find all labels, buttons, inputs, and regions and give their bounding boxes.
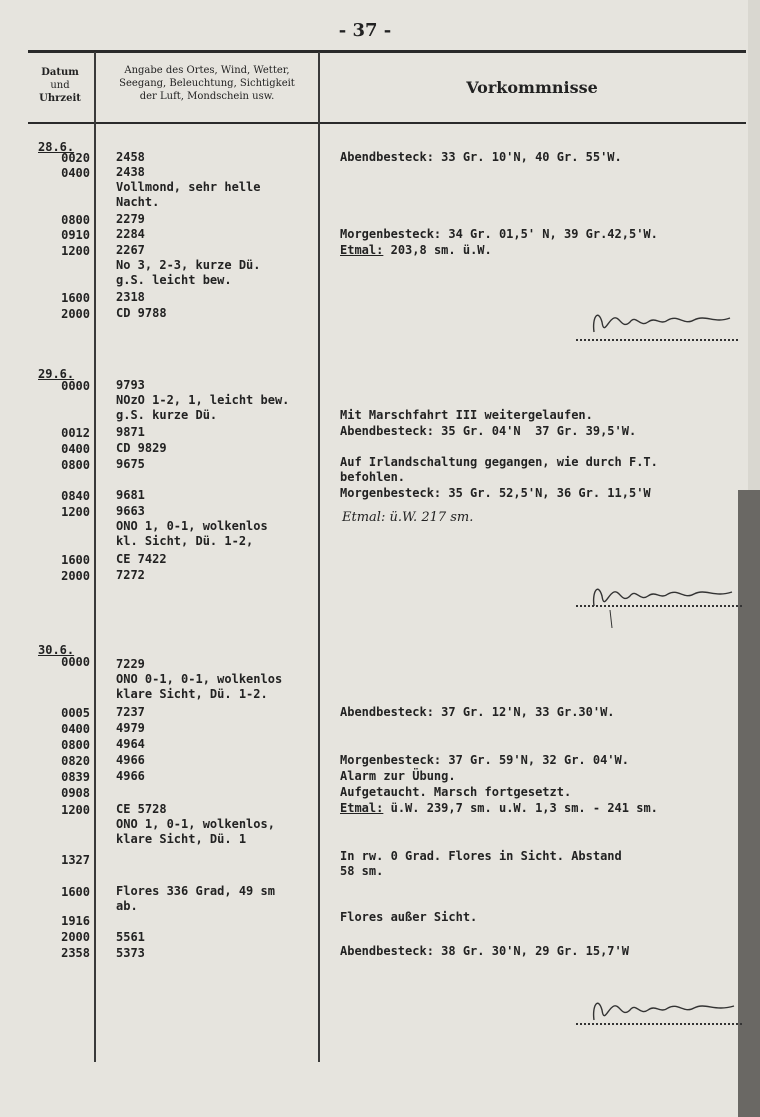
time-cell: 1200 (61, 505, 90, 519)
position-cell: 9675 (116, 457, 145, 471)
position-cell: 9871 (116, 425, 145, 439)
position-cell: CD 9788 (116, 306, 167, 320)
time-cell: 2000 (61, 930, 90, 944)
time-cell: 1600 (61, 885, 90, 899)
header-events: Vorkommnisse (466, 78, 598, 97)
time-cell: 1916 (61, 914, 90, 928)
time-cell: 0020 (61, 151, 90, 165)
event-cell: In rw. 0 Grad. Flores in Sicht. Abstand 58 sm. (340, 849, 622, 878)
header-time-label: Uhrzeit (39, 93, 81, 104)
time-cell: 2000 (61, 569, 90, 583)
page-number: - 37 - (338, 20, 392, 41)
event-cell: Alarm zur Übung. (340, 769, 456, 783)
position-cell: 7237 (116, 705, 145, 719)
position-cell: 9663 ONO 1, 0-1, wolkenlos kl. Sicht, Dü. 1-2, (116, 504, 268, 548)
etmal-label: Etmal: (340, 243, 384, 257)
time-cell: 0840 (61, 489, 90, 503)
position-cell: CE 5728 ONO 1, 0-1, wolkenlos, klare Sicht, Dü. 1 (116, 802, 275, 846)
position-cell: 4979 (116, 721, 145, 735)
time-cell: 0839 (61, 770, 90, 784)
etmal-value: ü.W. 239,7 sm. u.W. 1,3 sm. - 241 sm. (390, 801, 658, 815)
position-cell: 2438 Vollmond, sehr helle Nacht. (116, 165, 261, 209)
time-cell: 0000 (61, 379, 90, 393)
time-cell: 0800 (61, 738, 90, 752)
time-cell: 1600 (61, 291, 90, 305)
time-cell: 1200 (61, 244, 90, 258)
time-cell: 1327 (61, 853, 90, 867)
column-divider-2 (318, 52, 320, 1062)
position-cell: 2279 (116, 212, 145, 226)
etmal-label: Etmal: (340, 801, 384, 815)
header-rule (28, 122, 746, 124)
time-cell: 0400 (61, 722, 90, 736)
position-cell: 4966 (116, 769, 145, 783)
time-cell: 0400 (61, 166, 90, 180)
event-cell: Mit Marschfahrt III weitergelaufen. (340, 408, 593, 422)
event-cell: Morgenbesteck: 37 Gr. 59'N, 32 Gr. 04'W. (340, 753, 629, 767)
header-and-label: und (50, 80, 70, 91)
signature-2 (574, 570, 746, 632)
header-date-label: Datum (41, 67, 79, 78)
signature-1 (574, 300, 744, 350)
event-cell: Aufgetaucht. Marsch fortgesetzt. (340, 785, 572, 799)
event-cell: Abendbesteck: 35 Gr. 04'N 37 Gr. 39,5'W. (340, 424, 637, 438)
date-29-6: 29.6. (38, 367, 75, 381)
time-cell: 0820 (61, 754, 90, 768)
time-cell: 0005 (61, 706, 90, 720)
header-location-weather (96, 64, 318, 103)
event-cell: Flores außer Sicht. (340, 910, 478, 924)
time-cell: 0000 (61, 655, 90, 669)
time-cell: 2000 (61, 307, 90, 321)
position-cell: 9793 NOzO 1-2, 1, leicht bew. g.S. kurze Dü. (116, 378, 290, 422)
event-cell: Auf Irlandschaltung gegangen, wie durch F.T. befohlen. (340, 455, 658, 484)
position-cell: CD 9829 (116, 441, 167, 455)
event-cell: Abendbesteck: 38 Gr. 30'N, 29 Gr. 15,7'W (340, 944, 629, 958)
position-cell: 4964 (116, 737, 145, 751)
position-cell: CE 7422 (116, 552, 167, 566)
date-28-6: 28.6. (38, 140, 75, 154)
etmal-value: 203,8 sm. ü.W. (390, 243, 492, 257)
position-cell: 4966 (116, 753, 145, 767)
time-cell: 0910 (61, 228, 90, 242)
handwritten-etmal: Etmal: ü.W. 217 sm. (342, 510, 474, 525)
event-cell: Abendbesteck: 33 Gr. 10'N, 40 Gr. 55'W. (340, 150, 622, 164)
event-cell (340, 801, 658, 816)
time-cell: 1600 (61, 553, 90, 567)
event-cell: Morgenbesteck: 35 Gr. 52,5'N, 36 Gr. 11,5'W (340, 486, 651, 500)
position-cell: 7229 ONO 0-1, 0-1, wolkenlos klare Sicht, Dü. 1-2. (116, 657, 283, 701)
top-rule (28, 50, 746, 53)
time-cell: 0012 (61, 426, 90, 440)
position-cell: 2318 (116, 290, 145, 304)
event-cell (340, 243, 492, 258)
header-location-line-2: Seegang, Beleuchtung, Sichtigkeit (119, 78, 295, 89)
time-cell: 0800 (61, 458, 90, 472)
header-location-line-3: der Luft, Mondschein usw. (139, 91, 275, 102)
time-cell: 0800 (61, 213, 90, 227)
header-location-line-1: Angabe des Ortes, Wind, Wetter, (124, 65, 290, 76)
date-30-6: 30.6. (38, 643, 75, 657)
position-cell: 5561 (116, 930, 145, 944)
position-cell: 2267 No 3, 2-3, kurze Dü. g.S. leicht bew. (116, 243, 261, 287)
position-cell: 5373 (116, 946, 145, 960)
time-cell: 0400 (61, 442, 90, 456)
position-cell: 9681 (116, 488, 145, 502)
time-cell: 2358 (61, 946, 90, 960)
signature-3 (574, 990, 746, 1040)
position-cell: 7272 (116, 568, 145, 582)
position-cell: 2284 (116, 227, 145, 241)
time-cell: 1200 (61, 803, 90, 817)
time-cell: 0908 (61, 786, 90, 800)
event-cell: Morgenbesteck: 34 Gr. 01,5' N, 39 Gr.42,5'W. (340, 227, 658, 241)
event-cell: Abendbesteck: 37 Gr. 12'N, 33 Gr.30'W. (340, 705, 615, 719)
header-date-time (28, 66, 92, 105)
position-cell: 2458 (116, 150, 145, 164)
column-divider-1 (94, 52, 96, 1062)
position-cell: Flores 336 Grad, 49 sm ab. (116, 884, 275, 913)
